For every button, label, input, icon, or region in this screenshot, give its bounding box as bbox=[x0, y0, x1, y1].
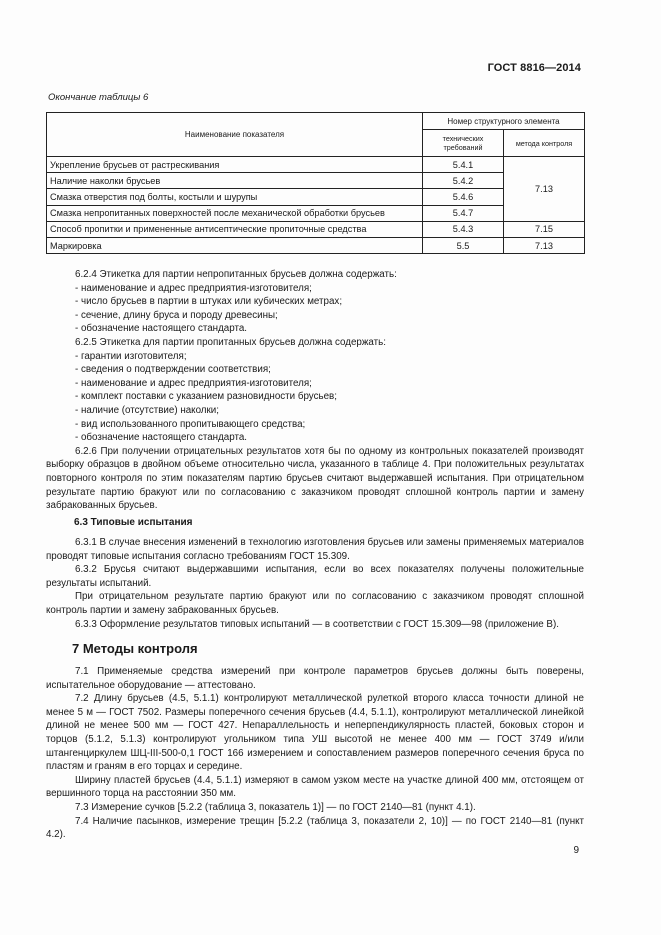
row-tech: 5.5 bbox=[423, 237, 504, 253]
table-row bbox=[47, 237, 585, 253]
row-name: Маркировка bbox=[47, 237, 423, 253]
row-tech: 5.4.3 bbox=[423, 221, 504, 237]
paragraph: 6.2.6 При получении отрицательных результатов хотя бы по одному из контрольных показателей производят выборку образцов в двойном объеме относительно числа, указанного в таблице 4. При положительных результатах повторного контроля по этим показателям партию брусьев считают выдержавшей испытания. При отрицательном результате партию бракуют или по согласованию с заказчиком проводят сплошной контроль партии и замену забракованных брусьев. bbox=[46, 445, 584, 512]
list-item: - вид использованного пропитывающего средства; bbox=[75, 418, 306, 430]
indicators-table bbox=[46, 112, 585, 254]
col-method-header: метода контроля bbox=[504, 130, 585, 157]
row-tech: 5.4.1 bbox=[423, 157, 504, 173]
paragraph: 7.1 Применяемые средства измерений при контроле параметров брусьев должны быть поверены, испытательное оборудование — аттестовано. bbox=[46, 666, 584, 691]
list-item: - наличие (отсутствие) наколки; bbox=[75, 404, 220, 416]
row-method-merged: 7.13 bbox=[504, 157, 585, 222]
paragraph: Ширину пластей брусьев (4.4, 5.1.1) измеряют в самом узком месте на участке длиной 400 мм, отстоящем от вершинного торца на расстоянии 350 мм. bbox=[46, 774, 584, 800]
col-tech-header: технических требований bbox=[423, 130, 504, 157]
row-method: 7.15 bbox=[504, 221, 585, 237]
row-method: 7.13 bbox=[504, 237, 585, 253]
paragraph: 6.2.4 Этикетка для партии непропитанных брусьев должна содержать: bbox=[75, 269, 397, 280]
paragraph: 7.4 Наличие пасынков, измерение трещин [5.2.2 (таблица 3, показатели 2, 10)] — по ГОСТ 2140—81 (пункт 4.2). bbox=[46, 815, 584, 841]
list-item: - комплект поставки с указанием разновидности брусьев; bbox=[75, 391, 337, 403]
paragraph: 7.3 Измерение сучков [5.2.2 (таблица 3, показатель 1)] — по ГОСТ 2140—81 (пункт 4.1). bbox=[75, 801, 476, 813]
list-item: - обозначение настоящего стандарта. bbox=[75, 432, 248, 444]
list-item: - обозначение настоящего стандарта. bbox=[75, 323, 248, 335]
section-heading-6-3: 6.3 Типовые испытания bbox=[74, 517, 193, 528]
list-item: - гарантии изготовителя; bbox=[75, 350, 187, 362]
paragraph: 7.2 Длину брусьев (4.5, 5.1.1) контролируют металлической рулеткой второго класса точности длиной не менее 5 м — ГОСТ 7502. Размеры поперечного сечения брусьев (4.4, 5.1.1), контролируют металлической линейкой длиной не менее 500 мм — ГОСТ 427. Непараллельность и неперпендикулярность пластей, боковых сторон и торцов (5.1.2, 5.1.3) контролируют угольником типа УШ высотой не менее 400 мм — ГОСТ 3749 и/или штангенциркулем ШЦ-III-500-0,1 ГОСТ 166 измерением и сопоставлением размеров поперечного сечения бруса по пластям и граням в его торцах и середине. bbox=[46, 693, 584, 773]
col-group-header: Номер структурного элемента bbox=[423, 113, 585, 130]
control-methods-block bbox=[46, 665, 584, 842]
standard-header: ГОСТ 8816—2014 bbox=[487, 62, 581, 74]
list-item: - наименование и адрес предприятия-изготовителя; bbox=[75, 377, 312, 389]
row-tech: 5.4.2 bbox=[423, 173, 504, 189]
col-name-header: Наименование показателя bbox=[47, 113, 423, 157]
type-tests-block bbox=[46, 536, 584, 631]
row-name: Смазка непропитанных поверхностей после механической обработки брусьев bbox=[47, 205, 423, 221]
label-requirements-block bbox=[46, 268, 584, 513]
row-name: Смазка отверстия под болты, костыли и шурупы bbox=[47, 189, 423, 205]
row-name: Способ пропитки и примененные антисептические пропиточные средства bbox=[47, 221, 423, 237]
table-caption: Окончание таблицы 6 bbox=[48, 92, 149, 103]
page-number: 9 bbox=[573, 845, 579, 856]
table-row bbox=[47, 221, 585, 237]
row-name: Наличие наколки брусьев bbox=[47, 173, 423, 189]
table-row bbox=[47, 157, 585, 173]
row-name: Укрепление брусьев от растрескивания bbox=[47, 157, 423, 173]
list-item: - число брусьев в партии в штуках или кубических метрах; bbox=[75, 296, 343, 308]
paragraph: 6.3.2 Брусья считают выдержавшими испытания, если во всех показателях получены положительные результаты испытаний. bbox=[46, 564, 584, 589]
row-tech: 5.4.7 bbox=[423, 205, 504, 221]
paragraph: 6.3.1 В случае внесения изменений в технологию изготовления брусьев или замены применяемых материалов проводят типовые испытания согласно требованиям ГОСТ 15.309. bbox=[46, 537, 584, 562]
list-item: - сечение, длину бруса и породу древесины; bbox=[75, 309, 278, 321]
list-item: - сведения о подтверждении соответствия; bbox=[75, 364, 271, 376]
section-heading-7: 7 Методы контроля bbox=[72, 641, 198, 656]
paragraph: 6.3.3 Оформление результатов типовых испытаний — в соответствии с ГОСТ 15.309—98 (приложение В). bbox=[75, 618, 559, 630]
paragraph: При отрицательном результате партию бракуют или по согласованию с заказчиком проводят сплошной контроль партии и замену забракованных брусьев. bbox=[46, 591, 584, 616]
list-item: - наименование и адрес предприятия-изготовителя; bbox=[75, 282, 312, 294]
paragraph: 6.2.5 Этикетка для партии пропитанных брусьев должна содержать: bbox=[75, 336, 386, 348]
row-tech: 5.4.6 bbox=[423, 189, 504, 205]
